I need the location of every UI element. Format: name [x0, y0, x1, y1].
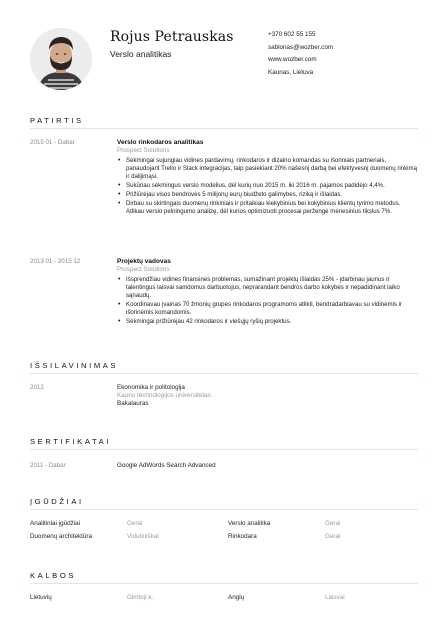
section-heading: SERTIFIKATAI: [30, 437, 111, 446]
skills-row: [30, 520, 418, 530]
entry-body: [117, 258, 417, 327]
bullet-item: • Išsprendžiau vidines finansines problemas, sumažinant projektų išlaidas 25% - įdarbinau jaunus ir talentingus laisvai samdomus darbuotojus, neprarandant bendros darbo kokybės ir nepadidinant laiko sąnaudų.: [117, 276, 417, 299]
section-divider: [30, 128, 418, 129]
skills-section: [30, 497, 418, 510]
entry-company: Prospect Solutions: [117, 147, 170, 154]
candidate-name: Rojus Petrauskas: [110, 29, 234, 45]
profile-photo: [30, 28, 92, 90]
education-entry: [30, 384, 418, 414]
entry-company: Prospect Solutions: [117, 266, 170, 273]
skill-level: Gerai: [325, 533, 341, 540]
entry-bullets: [117, 276, 417, 326]
skills-row: [30, 533, 418, 543]
entry-date: 2011 - Dabar: [30, 462, 66, 469]
skill-name: Duomenų architektūra: [30, 533, 92, 540]
entry-title: Verslo rinkodaros analitikas: [117, 139, 204, 146]
bullet-item: • Dirbau su skirtingais duomenų rinkiniais ir pritaikiau kiekybinius bei kokybinius klientų tyrimo metodus. Atlikau verslo pelningumo analizę, dėl kurios optimizuoti procesai peržengė mėnesinius tikslus 7%.: [117, 200, 417, 216]
experience-section: [30, 116, 418, 129]
entry-body: [117, 139, 417, 218]
bullet-item: • Koordinavau įvairias 70 žmonių grupes rinkodaros programoms atlikti, bendradarbiavau su vidinėmis ir išorinėmis komandomis.: [117, 301, 417, 317]
skill-name: Analitiniai įgūdžiai: [30, 520, 81, 527]
certificates-section: [30, 437, 418, 450]
language-name: Lietuvių: [30, 594, 52, 601]
language-level: Gimtoji k.: [127, 594, 154, 601]
bullet-item: • Sėkmingai sujungiau vidines pardavimų, rinkodaros ir dizaino komandas su išoriniais partneriais, panaudojant Trello ir Slack integracijas, taip pasiekiant 20% našesnį darbą bei efektyvesnį duomenų rinkimą ir dalijimąsi.: [117, 157, 417, 180]
certificate-entry: [30, 462, 418, 474]
bullet-item: • Prižiūrėjau visos bendrovės 5 milijonų eurų biudžeto galimybes, riziką ir išlaidas.: [117, 191, 417, 199]
section-heading: ĮGŪDŽIAI: [30, 497, 84, 506]
skill-name: Verslo analitika: [228, 520, 271, 527]
skills-grid: [30, 520, 418, 544]
certificate-name: Google AdWords Search Advanced: [117, 462, 216, 469]
skill-level: Vidutiniškai: [127, 533, 159, 540]
contact-phone: +370 602 55 155: [268, 31, 316, 38]
entry-date: 2013 01 - 2015 12: [30, 258, 81, 265]
language-level: Laisvai: [325, 594, 345, 601]
entry-bullets: [117, 157, 417, 216]
entry-body: [117, 462, 417, 470]
entry-body: [117, 384, 417, 408]
section-divider: [30, 583, 418, 584]
candidate-job-title: Verslo analitikas: [110, 49, 172, 59]
section-divider: [30, 509, 418, 510]
skill-name: Rinkodara: [228, 533, 257, 540]
education-section: [30, 361, 418, 374]
education-degree: Bakalauras: [117, 400, 149, 407]
languages-row: [30, 594, 418, 604]
section-heading: IŠSILAVINIMAS: [30, 361, 119, 370]
education-school: Kauno technologijos universitetas: [117, 392, 211, 399]
portrait-image: [30, 28, 92, 90]
skill-level: Gerai: [325, 520, 341, 527]
experience-entry-2: [30, 258, 418, 338]
entry-date: 2012: [30, 384, 44, 391]
section-heading: KALBOS: [30, 571, 76, 580]
language-name: Anglų: [228, 594, 245, 601]
experience-entry-1: [30, 139, 418, 259]
contact-website: www.wozber.com: [268, 56, 317, 64]
section-divider: [30, 373, 418, 374]
entry-date: 2015 01 - Dabar: [30, 139, 75, 146]
languages-grid: [30, 594, 418, 606]
skill-level: Gerai: [127, 520, 143, 527]
section-heading: PATIRTIS: [30, 116, 84, 125]
section-divider: [30, 449, 418, 450]
contact-location: Kaunas, Lietuva: [268, 68, 314, 76]
contact-email: sablonas@wozber.com: [268, 43, 334, 51]
contact-info: [268, 29, 333, 79]
education-field: Ekonomika ir politologija: [117, 384, 185, 391]
languages-section: [30, 571, 418, 584]
entry-title: Projektų vadovas: [117, 258, 171, 265]
bullet-item: • Sukūriau sėkmingus verslo modelius, dėl kurių nuo 2015 m. iki 2016 m. pajamos padidėjo 4,4%.: [117, 182, 417, 190]
bullet-item: • Sėkmingai prižiūrėjau 42 rinkodaros ir viešųjų ryšių projektus.: [117, 318, 417, 326]
